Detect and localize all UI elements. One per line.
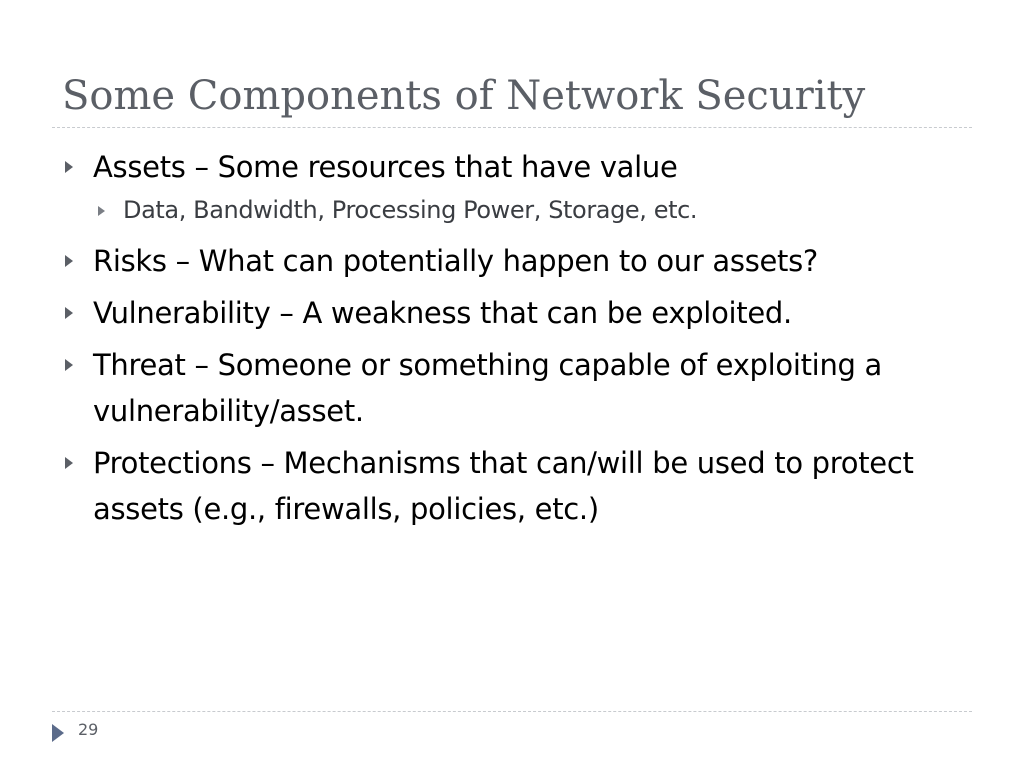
bullet-text: Protections – Mechanisms that can/will be used to protect assets (e.g., firewalls, policies, etc.) <box>93 446 914 526</box>
bullet-list <box>60 144 960 538</box>
footer-divider <box>52 711 972 712</box>
bullet-item-protections <box>60 440 960 532</box>
sub-bullet-text: Data, Bandwidth, Processing Power, Storage, etc. <box>123 196 698 224</box>
bullet-item-threat <box>60 342 960 434</box>
bullet-text: Threat – Someone or something capable of exploiting a vulnerability/asset. <box>93 348 883 428</box>
bullet-item-vulnerability <box>60 290 960 336</box>
title-divider <box>52 127 972 128</box>
bullet-arrow-icon <box>65 255 73 267</box>
bullet-text: Vulnerability – A weakness that can be exploited. <box>93 296 792 330</box>
page-number: 29 <box>78 720 99 739</box>
bullet-arrow-icon <box>65 307 73 319</box>
bullet-text: Risks – What can potentially happen to our assets? <box>93 244 819 278</box>
sub-bullet-arrow-icon <box>98 206 105 216</box>
sub-bullet-item-assets-examples <box>60 192 960 228</box>
slide-title: Some Components of Network Security <box>62 73 866 119</box>
bullet-item-assets <box>60 144 960 190</box>
footer-arrow-icon <box>52 724 64 742</box>
bullet-arrow-icon <box>65 161 73 173</box>
bullet-arrow-icon <box>65 359 73 371</box>
bullet-text: Assets – Some resources that have value <box>93 150 678 184</box>
bullet-item-risks <box>60 238 960 284</box>
bullet-arrow-icon <box>65 457 73 469</box>
